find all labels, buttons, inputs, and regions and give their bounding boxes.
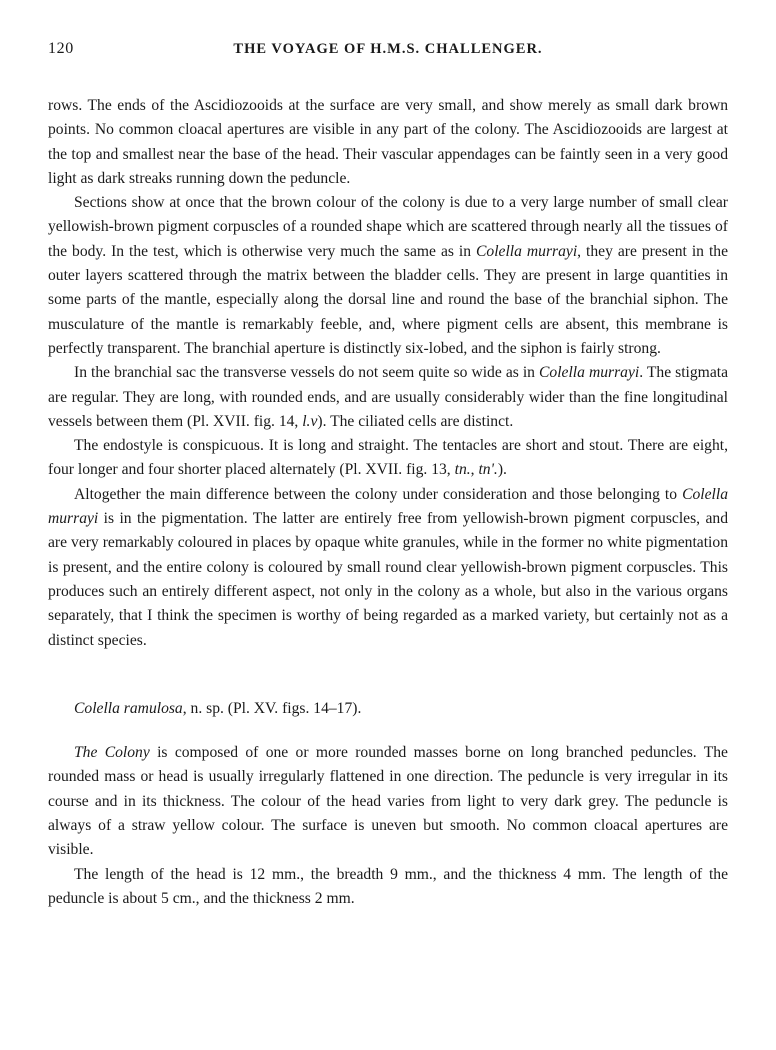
paragraph-5-text-b: is in the pigmentation. The latter are entirely free from yellowish-brown pigment corpuscles, and are very remarkably coloured in places by opaque white granules, while in the former no white pigmentation is present, and the entire colony is coloured by small round clear yellowish-brown pigment corpuscles. This produces such an entirely different aspect, not only in the colony as a whole, but also in the various organs separately, that I think the specimen is worthy of being regarded as a marked variety, but certainly not as a distinct species.	[48, 510, 728, 649]
paragraph-7: The length of the head is 12 mm., the breadth 9 mm., and the thickness 4 mm. The length of the peduncle is about 5 cm., and the thickness 2 mm.	[48, 865, 728, 907]
species-heading	[48, 697, 728, 721]
running-header	[48, 40, 728, 68]
figure-label: tn.	[454, 461, 471, 479]
paragraph-2-text-a: Sections show at once that the brown colour of the colony is due to a very large number of small clear yellowish-brown pigment corpuscles of a rounded shape which are scattered through nearly all the tissues of the body. In the test, which is otherwise very much the same as in	[48, 194, 728, 260]
paragraph-5	[48, 483, 728, 653]
paragraph-2	[48, 191, 728, 361]
paragraph-4	[48, 434, 728, 483]
body-text	[48, 94, 728, 911]
running-title: THE VOYAGE OF H.M.S. CHALLENGER.	[233, 41, 543, 57]
figure-label: l.v	[302, 412, 318, 430]
paragraph-4-text-b: ).	[497, 461, 507, 479]
document-page	[48, 40, 728, 911]
paragraph-4-separator: ,	[470, 461, 479, 479]
paragraph-3-text-a: In the branchial sac the transverse vessels do not seem quite so wide as in	[74, 364, 540, 382]
paragraph-3	[48, 361, 728, 434]
paragraph-2-text-b: , they are present in the outer layers scattered through the matrix between the bladder cells. They are present in large quantities in some parts of the mantle, especially along the dorsal line and round the base of the branchial siphon. The musculature of the mantle is remarkably feeble, and, where pigment cells are absent, this membrane is perfectly transparent. The branchial aperture is distinctly six-lobed, and the siphon is fairly strong.	[48, 242, 729, 357]
species-heading-suffix: , n. sp. (Pl. XV. figs. 14–17).	[182, 699, 362, 717]
species-name-colella-murrayi: Colella murrayi	[539, 364, 640, 382]
paragraph-6-text: is composed of one or more rounded masses borne on long branched peduncles. The rounded mass or head is usually irregularly flattened in one direction. The peduncle is very irregular in its course and in its thickness. The colour of the head varies from light to very dark grey. The peduncle is always of a straw yellow colour. The surface is uneven but smooth. No common cloacal apertures are visible.	[48, 744, 728, 859]
species-description	[48, 741, 728, 911]
paragraph-3-text-c: ). The ciliated cells are distinct.	[317, 412, 514, 430]
paragraph-1: rows. The ends of the Ascidiozooids at the surface are very small, and show merely as small dark brown points. No common cloacal apertures are visible in any part of the colony. The Ascidiozooids are largest at the top and smallest near the base of the head. Their vascular appendages can be faintly seen in a very good light as dark streaks running down the peduncle.	[48, 97, 728, 187]
species-name-colella-murrayi: Colella murrayi	[48, 485, 728, 528]
paragraph-4-text-a: The endostyle is conspicuous. It is long and straight. The tentacles are short and stout. There are eight, four longer and four shorter placed alternately (Pl. XVII. fig. 13,	[48, 437, 728, 479]
paragraph-3-text-b: . The stigmata are regular. They are long, with rounded ends, and are usually considerably wider than the fine longitudinal vessels between them (Pl. XVII. fig. 14,	[48, 364, 728, 430]
page-number: 120	[48, 40, 74, 57]
paragraph-5-text-a: Altogether the main difference between the colony under consideration and those belonging to	[74, 485, 683, 503]
section-lead-term: The Colony	[74, 744, 150, 762]
species-name-colella-ramulosa: Colella ramulosa	[74, 699, 183, 717]
figure-label: tn'.	[478, 461, 498, 479]
species-name-colella-murrayi: Colella murrayi	[476, 242, 578, 260]
paragraph-6	[48, 741, 728, 862]
